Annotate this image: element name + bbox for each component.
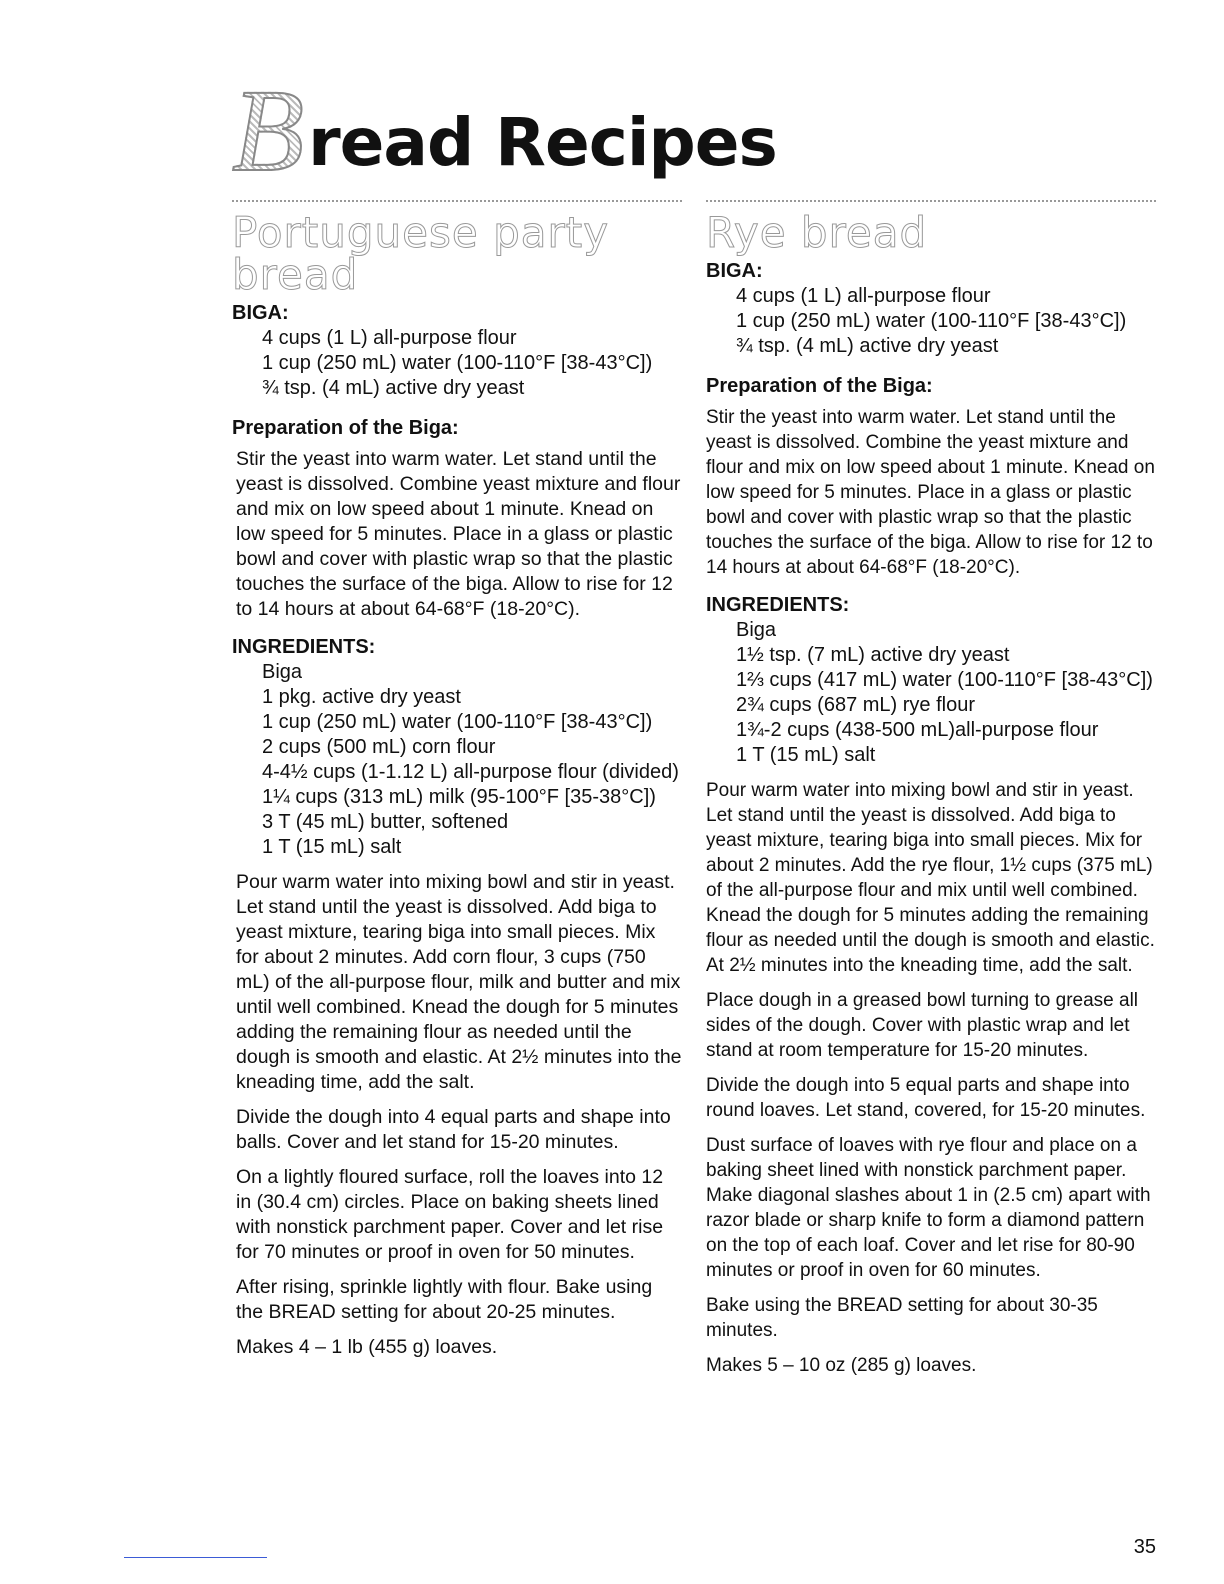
recipe-title: [232, 208, 682, 299]
biga-list: [232, 326, 682, 401]
step-text: Pour warm water into mixing bowl and stir in yeast. Let stand until the yeast is dissolved. Add biga to yeast mixture, tearing biga into small pieces. Mix for about 2 minutes. Add corn flour, 3 cups (750 mL) of the all-purpose flour, milk and butter and mix until well combined. Knead the dough for 5 minutes adding the remaining flour as needed until the dough is smooth and elastic. At 2½ minutes into the kneading time, add the salt.: [236, 871, 682, 1093]
list-item: 1½ tsp. (7 mL) active dry yeast: [736, 644, 1010, 666]
list-item: 4 cups (1 L) all-purpose flour: [736, 285, 991, 307]
prep-text: Stir the yeast into warm water. Let stand until the yeast is dissolved. Combine the yeast mixture and flour and mix on low speed about 1 minute. Knead on low speed for 5 minutes. Place in a glass or plastic bowl and cover with plastic wrap so that the plastic touches the surface of the biga. Allow to rise for 12 to 14 hours at about 64-68°F (18-20°C).: [706, 407, 1155, 578]
divider: [232, 200, 682, 202]
step-text: Place dough in a greased bowl turning to grease all sides of the dough. Cover with plastic wrap and let stand at room temperature for 15-20 minutes.: [706, 990, 1139, 1061]
page-title: [232, 65, 777, 196]
list-item: 1¾-2 cups (438-500 mL)all-purpose flour: [736, 719, 1099, 741]
recipe-rye-bread: [706, 200, 1156, 1388]
prep-heading: Preparation of the Biga:: [232, 417, 459, 439]
list-item: Biga: [736, 619, 777, 641]
list-item: 3 T (45 mL) butter, softened: [262, 811, 509, 833]
step-text: Pour warm water into mixing bowl and stir in yeast. Let stand until the yeast is dissolved. Add biga to yeast mixture, tearing biga into small pieces. Mix for about 2 minutes. Add the rye flour, 1½ cups (375 mL) of the all-purpose flour and mix until well combined. Knead the dough for 5 minutes adding the remaining flour as needed until the dough is smooth and elastic. At 2½ minutes into the kneading time, add the salt.: [706, 780, 1155, 976]
ingredients-heading: INGREDIENTS:: [706, 594, 850, 616]
list-item: 1 pkg. active dry yeast: [262, 686, 461, 708]
drop-cap: B: [232, 65, 305, 196]
recipe-title: Rye bread: [706, 208, 928, 257]
recipe-title-line-2: bread: [232, 250, 359, 299]
page-number: 35: [1133, 1536, 1156, 1558]
recipe-title-line-1: Portuguese party: [232, 208, 610, 257]
yield-text: Makes 4 – 1 lb (455 g) loaves.: [236, 1336, 498, 1358]
step-text: Divide the dough into 5 equal parts and shape into round loaves. Let stand, covered, for 15-20 minutes.: [706, 1075, 1146, 1121]
list-item: ¾ tsp. (4 mL) active dry yeast: [736, 335, 999, 357]
yield-text: Makes 5 – 10 oz (285 g) loaves.: [706, 1355, 977, 1376]
list-item: 2 cups (500 mL) corn flour: [262, 736, 496, 758]
step-text: After rising, sprinkle lightly with flour. Bake using the BREAD setting for about 20-25 minutes.: [236, 1276, 653, 1323]
recipe-portuguese-party-bread: [232, 200, 682, 1370]
list-item: 1 cup (250 mL) water (100-110°F [38-43°C]): [262, 352, 653, 374]
ingredients-heading: INGREDIENTS:: [232, 636, 376, 658]
prep-heading: Preparation of the Biga:: [706, 375, 933, 397]
ingredients-list: [706, 618, 1156, 768]
biga-heading: BIGA:: [232, 302, 289, 324]
list-item: 4 cups (1 L) all-purpose flour: [262, 327, 517, 349]
list-item: 1 cup (250 mL) water (100-110°F [38-43°C]): [262, 711, 653, 733]
list-item: Biga: [262, 661, 303, 683]
step-text: On a lightly floured surface, roll the loaves into 12 in (30.4 cm) circles. Place on baking sheets lined with nonstick parchment paper. Cover and let rise for 70 minutes or proof in oven for 50 minutes.: [236, 1166, 664, 1263]
list-item: 2¾ cups (687 mL) rye flour: [736, 694, 975, 716]
list-item: ¾ tsp. (4 mL) active dry yeast: [262, 377, 525, 399]
list-item: 1 cup (250 mL) water (100-110°F [38-43°C]): [736, 310, 1127, 332]
page-title-text: read Recipes: [308, 104, 777, 181]
list-item: 1 T (15 mL) salt: [262, 836, 402, 858]
list-item: 1¼ cups (313 mL) milk (95-100°F [35-38°C]): [262, 786, 656, 808]
step-text: Divide the dough into 4 equal parts and shape into balls. Cover and let stand for 15-20 minutes.: [236, 1106, 671, 1153]
biga-heading: BIGA:: [706, 260, 763, 282]
list-item: 1⅔ cups (417 mL) water (100-110°F [38-43°C]): [736, 669, 1153, 691]
divider: [706, 200, 1156, 202]
list-item: 1 T (15 mL) salt: [736, 744, 876, 766]
prep-text: Stir the yeast into warm water. Let stand until the yeast is dissolved. Combine yeast mixture and flour and mix on low speed about 1 minute. Knead on low speed for 5 minutes. Place in a glass or plastic bowl and cover with plastic wrap so that the plastic touches the surface of the biga. Allow to rise for 12 to 14 hours at about 64-68°F (18-20°C).: [236, 448, 681, 620]
list-item: 4-4½ cups (1-1.12 L) all-purpose flour (divided): [262, 761, 679, 783]
ingredients-list: [232, 660, 682, 860]
step-text: Bake using the BREAD setting for about 30-35 minutes.: [706, 1295, 1098, 1341]
footer-rule: [124, 1557, 267, 1558]
biga-list: [706, 284, 1156, 359]
step-text: Dust surface of loaves with rye flour and place on a baking sheet lined with nonstick parchment paper. Make diagonal slashes about 1 in (2.5 cm) apart with razor blade or sharp knife to form a diamond pattern on the top of each loaf. Cover and let rise for 80-90 minutes or proof in oven for 60 minutes.: [706, 1135, 1151, 1281]
